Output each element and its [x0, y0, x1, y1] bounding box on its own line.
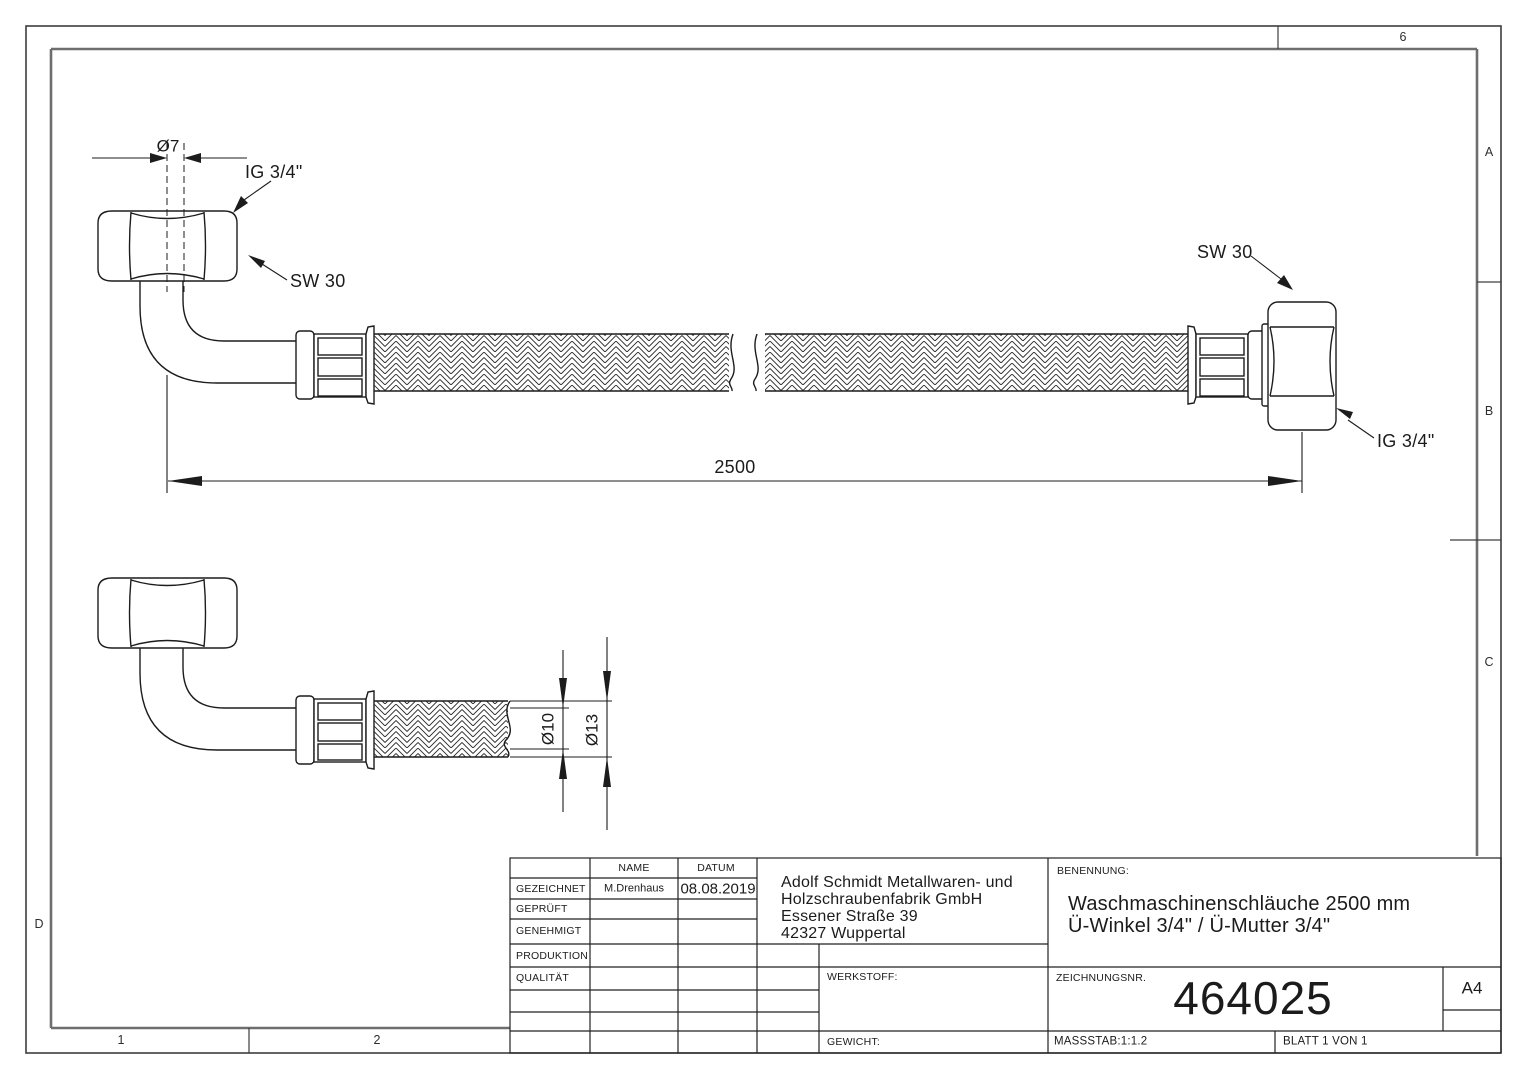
benennung-label: BENENNUNG: — [1057, 864, 1130, 877]
zone-column-6: 6 — [1399, 29, 1407, 44]
zone-column-1: 1 — [117, 1032, 125, 1047]
elbow-tube-bottom — [140, 648, 296, 750]
company-name-line2: Holzschraubenfabrik GmbH — [781, 891, 983, 908]
inner-diameter-label: Ø10 — [538, 712, 558, 746]
name-column-header: NAME — [618, 861, 650, 874]
bottom-view — [98, 578, 612, 830]
diameter-7-label: Ø7 — [156, 136, 180, 156]
wrench-size-label-left: SW 30 — [290, 271, 346, 291]
zone-row-a: A — [1484, 144, 1494, 159]
leader-thread-right — [1336, 408, 1374, 438]
dimension-diameter13 — [603, 637, 611, 830]
top-view — [92, 143, 1374, 493]
zone-row-d: D — [34, 916, 44, 931]
elbow-nut-bottom — [98, 578, 237, 648]
length-dimension-label: 2500 — [714, 457, 756, 477]
crimp-sleeve-bottom — [296, 691, 374, 769]
gewicht-label: GEWICHT: — [827, 1035, 880, 1048]
gezeichnet-name: M.Drenhaus — [604, 882, 664, 895]
row-label-gezeichnet: GEZEICHNET — [516, 882, 586, 895]
braided-hose-bottom — [374, 701, 612, 757]
row-label-geprueft: GEPRÜFT — [516, 902, 568, 915]
row-label-qualitaet: QUALITÄT — [516, 971, 569, 984]
row-label-genehmigt: GENEHMIGT — [516, 924, 582, 937]
drawing-number: 464025 — [1173, 972, 1333, 1024]
leader-wrench-right — [1251, 256, 1293, 290]
zone-row-c: C — [1484, 654, 1494, 669]
leader-thread-left — [233, 181, 271, 213]
company-name-line1: Adolf Schmidt Metallwaren- und — [781, 874, 1013, 891]
break-line-right — [754, 334, 759, 391]
elbow-tube-top — [140, 281, 296, 383]
dimension-diameter10 — [559, 650, 567, 812]
thread-label-right: IG 3/4" — [1377, 431, 1435, 451]
zone-column-2: 2 — [373, 1032, 381, 1047]
crimp-sleeve-left — [296, 326, 374, 404]
union-nut-right — [1262, 302, 1336, 430]
crimp-sleeve-right — [1188, 326, 1266, 404]
thread-label-left: IG 3/4" — [245, 162, 303, 182]
row-label-produktion: PRODUKTION — [516, 949, 589, 962]
wrench-size-label-right: SW 30 — [1197, 242, 1253, 262]
outer-diameter-label: Ø13 — [582, 713, 602, 747]
werkstoff-label: WERKSTOFF: — [827, 970, 898, 983]
sheet-format: A4 — [1461, 978, 1483, 998]
zeichnungsnr-label: ZEICHNUNGSNR. — [1056, 971, 1147, 984]
date-column-header: DATUM — [697, 861, 735, 874]
company-street: Essener Straße 39 — [781, 908, 918, 925]
leader-wrench-left — [248, 255, 287, 280]
part-title-line1: Waschmaschinenschläuche 2500 mm — [1068, 893, 1411, 915]
scale-label: MASSSTAB:1:1.2 — [1054, 1035, 1148, 1048]
gezeichnet-date: 08.08.2019 — [680, 880, 756, 898]
braided-hose-top — [374, 334, 1188, 391]
break-line-left — [730, 334, 735, 391]
part-title-line2: Ü-Winkel 3/4" / Ü-Mutter 3/4" — [1068, 915, 1331, 937]
sheet-count-label: BLATT 1 VON 1 — [1283, 1035, 1368, 1048]
zone-row-b: B — [1484, 403, 1494, 418]
company-city: 42327 Wuppertal — [781, 925, 906, 942]
